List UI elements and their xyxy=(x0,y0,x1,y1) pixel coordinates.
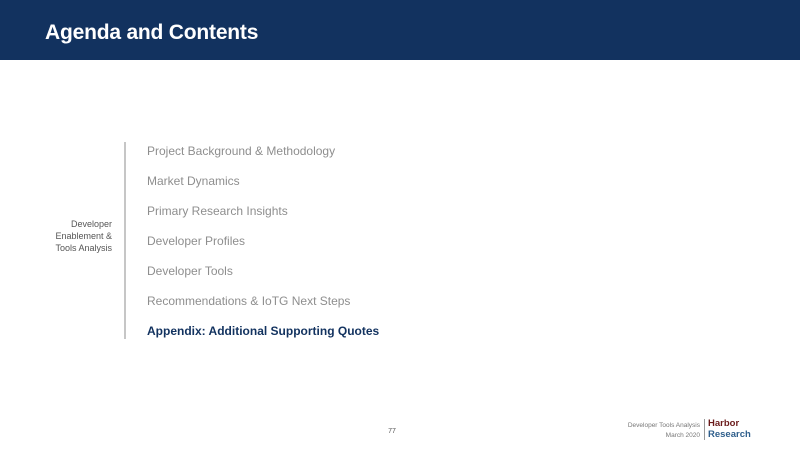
agenda-item-developer-tools[interactable]: Developer Tools xyxy=(147,264,233,278)
agenda-item-project-background[interactable]: Project Background & Methodology xyxy=(147,144,336,158)
agenda-list xyxy=(147,142,379,352)
agenda-item-recommendations[interactable]: Recommendations & IoTG Next Steps xyxy=(147,294,351,308)
section-label-line: Enablement & xyxy=(55,231,112,241)
agenda-item-developer-profiles[interactable]: Developer Profiles xyxy=(147,234,246,248)
agenda-item-appendix[interactable]: Appendix: Additional Supporting Quotes xyxy=(147,324,380,338)
agenda-item-market-dynamics[interactable]: Market Dynamics xyxy=(147,174,240,188)
agenda-divider xyxy=(124,142,126,339)
logo-word-top: Harbor xyxy=(708,418,740,429)
section-label xyxy=(30,218,112,254)
page-number: 77 xyxy=(388,428,396,435)
section-label-line: Developer xyxy=(70,219,112,229)
section-label-line: Tools Analysis xyxy=(55,243,112,253)
header-bar xyxy=(0,0,800,60)
harbor-research-logo xyxy=(708,419,768,440)
footer-divider xyxy=(704,419,705,440)
footer-doc-title: Developer Tools Analysis xyxy=(627,422,700,429)
logo-word-bottom: Research xyxy=(708,428,751,440)
footer-meta xyxy=(560,421,700,441)
page-title: Agenda and Contents xyxy=(45,21,259,44)
footer-date: March 2020 xyxy=(665,432,700,439)
agenda-item-primary-research-insights[interactable]: Primary Research Insights xyxy=(147,204,288,218)
